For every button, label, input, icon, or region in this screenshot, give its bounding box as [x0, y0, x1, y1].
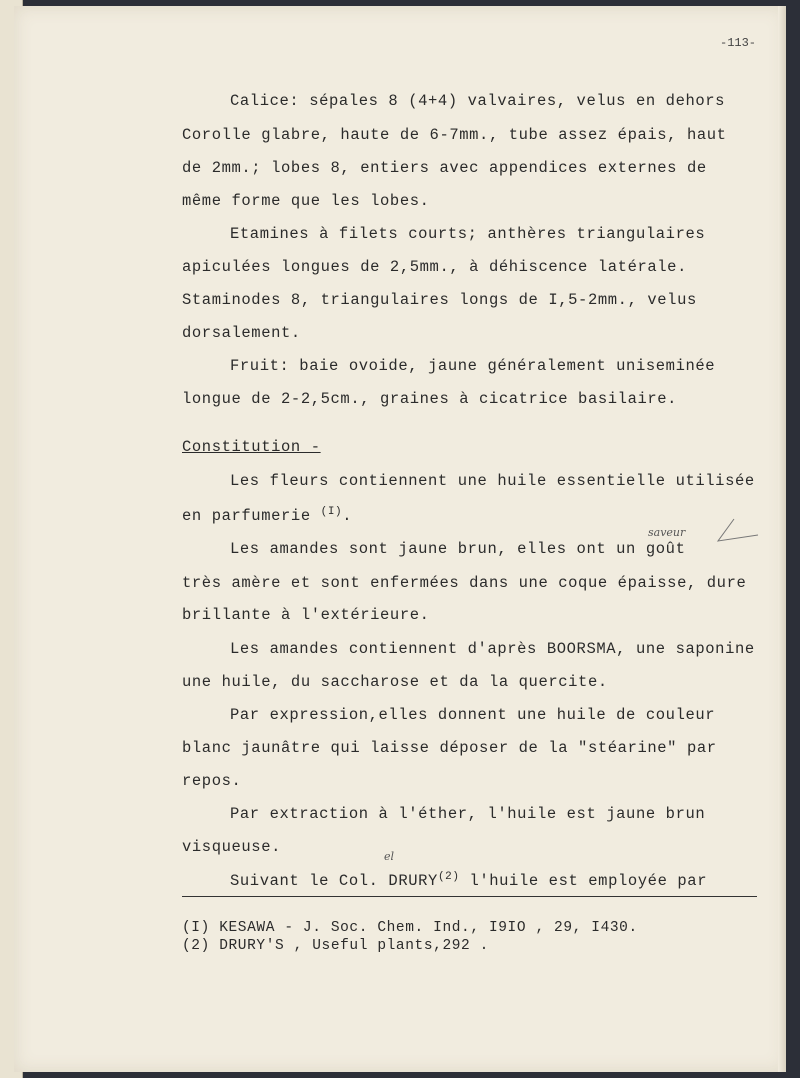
text-line: très amère et sont enfermées dans une coque épaisse, dure [182, 574, 747, 592]
text-line: apiculées longues de 2,5mm., à déhiscence latérale. [182, 258, 687, 276]
handwritten-note: saveur [648, 526, 686, 539]
text-span: Suivant le Col. DRURY [230, 872, 438, 891]
text-line: Staminodes 8, triangulaires longs de I,5-2mm., velus [182, 291, 697, 309]
text-line [230, 871, 707, 890]
text-line: brillante à l'extérieure. [182, 606, 430, 624]
text-line [182, 506, 352, 525]
text-line: Par expression,elles donnent une huile de couleur [230, 706, 716, 724]
text-line: une huile, du saccharose et da la quercite. [182, 673, 608, 691]
handwritten-note: el [384, 850, 395, 863]
footnote-ref: (2) [437, 871, 460, 883]
text-line: même forme que les lobes. [182, 192, 430, 210]
text-span: en parfumerie [182, 507, 311, 526]
text-line: Les fleurs contiennent une huile essentielle utilisée [230, 472, 755, 490]
margin-check-mark [712, 515, 762, 545]
text-line: Corolle glabre, haute de 6-7mm., tube assez épais, haut [182, 126, 727, 144]
footnote-ref: (I) [320, 506, 343, 518]
footnote-rule [182, 896, 757, 897]
text-span: l'huile est employée par [469, 872, 708, 891]
text-line: Fruit: baie ovoide, jaune généralement uniseminée [230, 357, 716, 375]
page-number: -113- [720, 36, 757, 50]
text-line: visqueuse. [182, 838, 282, 856]
text-line: blanc jaunâtre qui laisse déposer de la "stéarine" par [182, 739, 717, 757]
text-line: repos. [182, 772, 242, 790]
period: . [342, 507, 353, 526]
text-line: dorsalement. [182, 324, 301, 342]
text-line: Par extraction à l'éther, l'huile est jaune brun [230, 805, 706, 823]
text-line: Calice: sépales 8 (4+4) valvaires, velus en dehors [230, 92, 726, 110]
text-line: longue de 2-2,5cm., graines à cicatrice basilaire. [182, 390, 678, 408]
footnote: (2) DRURY'S , Useful plants,292 . [182, 938, 489, 954]
text-line: de 2mm.; lobes 8, entiers avec appendices externes de [182, 159, 707, 177]
text-line: Etamines à filets courts; anthères triangulaires [230, 225, 706, 243]
section-heading: Constitution - [182, 438, 321, 456]
footnote: (I) KESAWA - J. Soc. Chem. Ind., I9IO , 29, I430. [182, 920, 638, 936]
text-line: Les amandes contiennent d'après BOORSMA, une saponine [230, 640, 755, 658]
page-edge [778, 6, 786, 1072]
text-line: Les amandes sont jaune brun, elles ont un goût [230, 540, 686, 558]
